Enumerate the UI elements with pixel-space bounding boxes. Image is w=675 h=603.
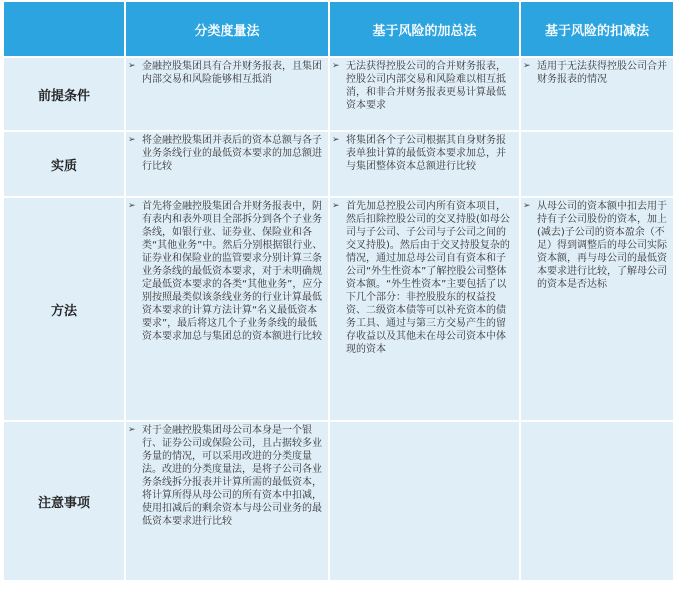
header-row [4,2,673,56]
comparison-table [2,0,675,582]
row-prerequisites [4,58,673,130]
bullet-icon: ➢ [332,135,340,145]
cell-text: 首先加总控股公司内所有资本项目，然后扣除控股公司的交叉持股(如母公司与子公司、子公司与子公司之间的交叉持股)。然后由于交叉持股复杂的情况，通过加总母公司自有资本和子公司“外生性资本”了解控股公司整体资本额。“外生性资本”主要包括了以下几个部分：非控股股东的权益投资、二级资本债等可以补充资本的债务工具、通过与第三方交易产生的留存收益以及其他未在母公司资本中体现的资本 [346,201,510,355]
bullet-icon: ➢ [523,201,531,211]
cell-text: 从母公司的资本额中扣去用于持有子公司股份的资本，加上(减去)子公司的资本盈余（不足）得到调整后的母公司实际资本额，再与母公司的最低资本要求进行比较，了解母公司的资本是否达标 [537,201,667,290]
table-cell [521,58,673,130]
table-cell [330,58,519,130]
cell-text: 适用于无法获得控股公司合并财务报表的情况 [537,61,667,85]
header-classification: 分类度量法 [126,2,328,56]
row-label: 实质 [4,132,124,196]
corner-cell [4,2,124,56]
bullet-icon: ➢ [332,201,340,211]
table-cell [126,58,328,130]
bullet-icon: ➢ [128,425,136,435]
cell-text: 将金融控股集团并表后的资本总额与各子业务条线行业的最低资本要求的加总额进行比较 [142,135,322,172]
cell-text: 无法获得控股公司的合并财务报表，控股公司内部交易和风险难以相互抵消，和非合并财务报表更易计算最低资本要求 [346,61,506,111]
table-cell [330,198,519,420]
row-label: 前提条件 [4,58,124,130]
table-cell [521,198,673,420]
row-essence [4,132,673,196]
cell-text: 将集团各个子公司根据其自身财务报表单独计算的最低资本要求加总，并与集团整体资本总额进行比较 [346,135,506,172]
cell-text: 首先将金融控股集团合并财务报表中，阴有表内和表外项目全部拆分到各个子业务条线，如银行业、证券业、保险业和各类“其他业务”中。然后分别根据银行业、证券业和保险业的监管要求分别计算三条业务条线的最低资本要求，对于未明确规定最低资本要求的各类“其他业务”，应分别按照最类似该条线业务的行业计算最低资本要求的计算方法计算“名义最低资本要求”，最后将这几个子业务条线的最低资本要求加总与集团总的资本额进行比较 [142,201,323,342]
table-cell [330,132,519,196]
empty-cell [521,422,673,580]
table-cell [126,198,328,420]
header-risk-deduction: 基于风险的扣减法 [521,2,673,56]
bullet-icon: ➢ [128,61,136,71]
cell-text: 金融控股集团具有合并财务报表，且集团内部交易和风险能够相互抵消 [142,61,322,85]
bullet-icon: ➢ [523,61,531,71]
bullet-icon: ➢ [128,135,136,145]
bullet-icon: ➢ [332,61,340,71]
table-cell [126,422,328,580]
table-cell [126,132,328,196]
row-label: 注意事项 [4,422,124,580]
row-method [4,198,673,420]
empty-cell [330,422,519,580]
header-risk-aggregation: 基于风险的加总法 [330,2,519,56]
row-notes [4,422,673,580]
cell-text: 对于金融控股集团母公司本身是一个银行、证券公司或保险公司，且占据较多业务量的情况，可以采用改进的分类度量法。改进的分类度量法，是将子公司各业务条线拆分报表并计算所需的最低资本，将计算所得从母公司的所有资本中扣减，使用扣减后的剩余资本与母公司业务的最低资本要求进行比较 [142,425,322,527]
bullet-icon: ➢ [128,201,136,211]
empty-cell [521,132,673,196]
row-label: 方法 [4,198,124,420]
